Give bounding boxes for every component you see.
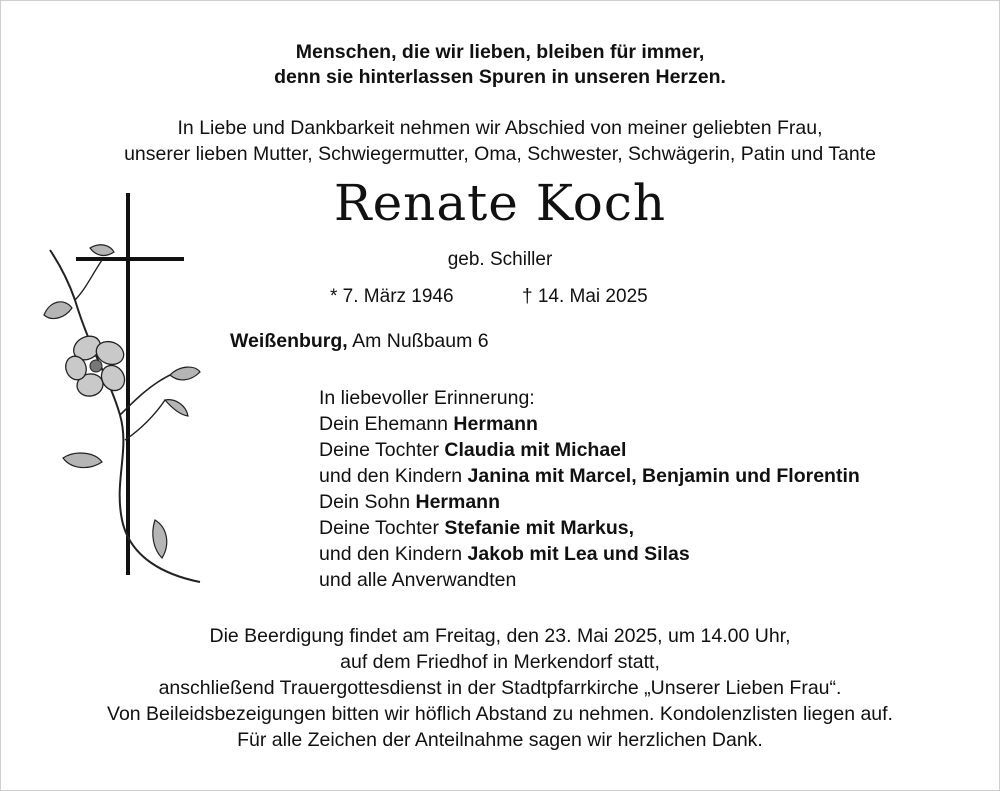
- street: Am Nußbaum 6: [352, 330, 489, 352]
- mourners-heading: In liebevoller Erinnerung:: [319, 387, 535, 409]
- intro-line: unserer lieben Mutter, Schwiegermutter, Oma, Schwester, Schwägerin, Patin und Tante: [124, 143, 876, 165]
- mourner-row: [319, 489, 860, 515]
- deceased-name: Renate Koch: [333, 174, 667, 232]
- mourner-relation: Deine Tochter: [319, 439, 445, 461]
- closing-line: Von Beileidsbezeigungen bitten wir höflich Abstand zu nehmen. Kondolenzlisten liegen auf.: [107, 703, 893, 725]
- maiden-name: geb. Schiller: [447, 249, 553, 270]
- birth-date: * 7. März 1946: [330, 286, 454, 307]
- motto-line: denn sie hinterlassen Spuren in unseren Herzen.: [274, 66, 726, 88]
- mourner-relation: Dein Sohn: [319, 491, 416, 513]
- mourner-names: Hermann: [415, 491, 501, 513]
- mourner-names: Jakob mit Lea und Silas: [467, 543, 690, 565]
- closing-line: auf dem Friedhof in Merkendorf statt,: [340, 651, 660, 673]
- motto-line: Menschen, die wir lieben, bleiben für immer,: [295, 41, 705, 63]
- mourner-names: Janina mit Marcel, Benjamin und Florentin: [467, 465, 860, 487]
- mourner-row: [319, 411, 860, 437]
- mourner-row: [319, 541, 860, 567]
- mourner-relation: Dein Ehemann: [319, 413, 454, 435]
- closing-line: anschließend Trauergottesdienst in der Stadtpfarrkirche „Unserer Lieben Frau“.: [158, 677, 842, 699]
- mourner-row: [319, 437, 860, 463]
- mourner-row: [319, 567, 860, 593]
- mourner-relation: Deine Tochter: [319, 517, 445, 539]
- address: [230, 330, 489, 353]
- mourner-names: Stefanie mit Markus,: [444, 517, 635, 539]
- closing-line: Die Beerdigung findet am Freitag, den 23. Mai 2025, um 14.00 Uhr,: [209, 625, 791, 647]
- town: Weißenburg,: [230, 330, 348, 352]
- intro-text: [0, 115, 1000, 167]
- death-date: † 14. Mai 2025: [522, 286, 648, 307]
- mourner-relation: und den Kindern: [319, 543, 468, 565]
- mourners-list: [319, 385, 860, 593]
- mourner-relation: und alle Anverwandten: [319, 569, 517, 591]
- mourner-row: [319, 515, 860, 541]
- intro-line: In Liebe und Dankbarkeit nehmen wir Abschied von meiner geliebten Frau,: [177, 117, 823, 139]
- mourner-row: [319, 463, 860, 489]
- mourner-names: Hermann: [453, 413, 538, 435]
- funeral-details: [0, 623, 1000, 753]
- motto: [0, 40, 1000, 90]
- mourner-relation: und den Kindern: [319, 465, 468, 487]
- mourner-names: Claudia mit Michael: [444, 439, 627, 461]
- closing-line: Für alle Zeichen der Anteilnahme sagen wir herzlichen Dank.: [237, 729, 763, 751]
